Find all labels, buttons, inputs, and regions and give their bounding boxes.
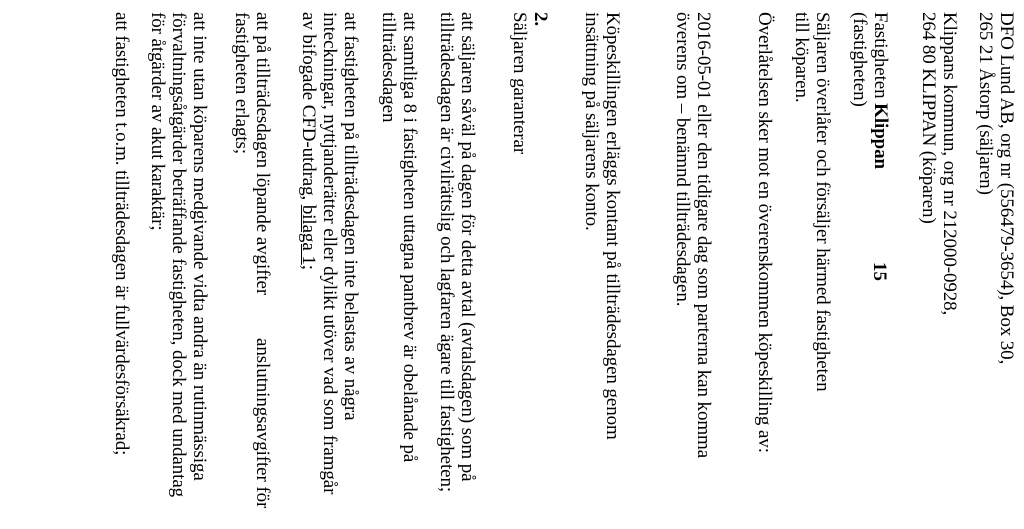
attachment-1-reference: bilaga 1 [298, 204, 319, 265]
property-line [871, 12, 890, 169]
property-label: Fastigheten [870, 12, 891, 99]
guarantee-5-line-3: för åtgärder av akut karaktär; [147, 12, 168, 231]
property-number: 15 [869, 262, 890, 281]
guarantee-3-line-1: att fastigheten på tillträdesdagen inte belastas av några [340, 12, 361, 421]
guarantee-1-line-2: tillträdesdagen är civilrättslig och lagfaren ägare till fastigheten; [436, 12, 457, 493]
access-date-line-2: överens om – benämnd tillträdesdagen. [672, 12, 693, 307]
property-paren: (fastigheten) [849, 12, 870, 107]
guarantee-2-line-1: att samtliga 8 i fastigheten uttagna pantbrev är obelånade på [399, 12, 420, 463]
buyer-line-1: Klippans kommun, org nr 212000-0928, [939, 12, 960, 316]
buyer-line-2: 264 80 KLIPPAN (köparen) [918, 12, 939, 224]
access-date-line-1: 2016-05-01 eller den tidigare dag som parterna kan komma [693, 12, 714, 459]
seller-line-2: 265 21 Åstorp (säljaren) [975, 12, 996, 195]
guarantee-4-line-2: fastigheten erlagts; [231, 12, 252, 155]
seller-line-1: DFO Lund AB, org nr (556479-3654), Box 30, [996, 12, 1017, 365]
transfer-line-2: till köparen. [791, 12, 812, 103]
transfer-line-1: Säljaren överlåter och försäljer härmed fastigheten [812, 12, 833, 392]
section-2-number: 2. [530, 12, 551, 27]
guarantee-6-line-1: att fastigheten t.o.m. tillträdesdagen är fullvärdesförsäkrad; [111, 12, 132, 456]
guarantee-2-line-2: tillträdesdagen [378, 12, 399, 123]
guarantee-4-line-1-a: att på tillträdesdagen löpande avgifter [252, 12, 273, 296]
section-2-heading: Säljaren garanterar [509, 12, 530, 155]
guarantee-5-line-2: förvaltningsåtgärder beträffande fastigheten, dock med undantag [168, 12, 189, 498]
guarantee-3-line-2: inteckningar, nyttjanderätter eller dylikt utöver vad som framgår [319, 12, 340, 495]
price-clause: Överlåtelsen sker mot en överenskommen köpeskilling av: [754, 12, 775, 453]
guarantee-3-end: ; [298, 264, 319, 270]
guarantee-3-line-3 [299, 12, 318, 270]
payment-line-2: insättning på säljarens konto. [581, 12, 602, 231]
guarantee-3-text: av bifogade CFD-utdrag, [298, 12, 319, 205]
property-name: Klippan [870, 103, 891, 169]
guarantee-4-line-1-b: anslutningsavgifter för [252, 338, 273, 509]
guarantee-5-line-1: att inte utan köparens medgivande vidta andra än rutinmässiga [189, 12, 210, 481]
payment-line-1: Köpeskillingen erläggs kontant på tillträdesdagen genom [602, 12, 623, 440]
guarantee-1-line-1: att säljaren såväl på dagen för detta avtal (avtalsdagen) som på [457, 12, 478, 482]
